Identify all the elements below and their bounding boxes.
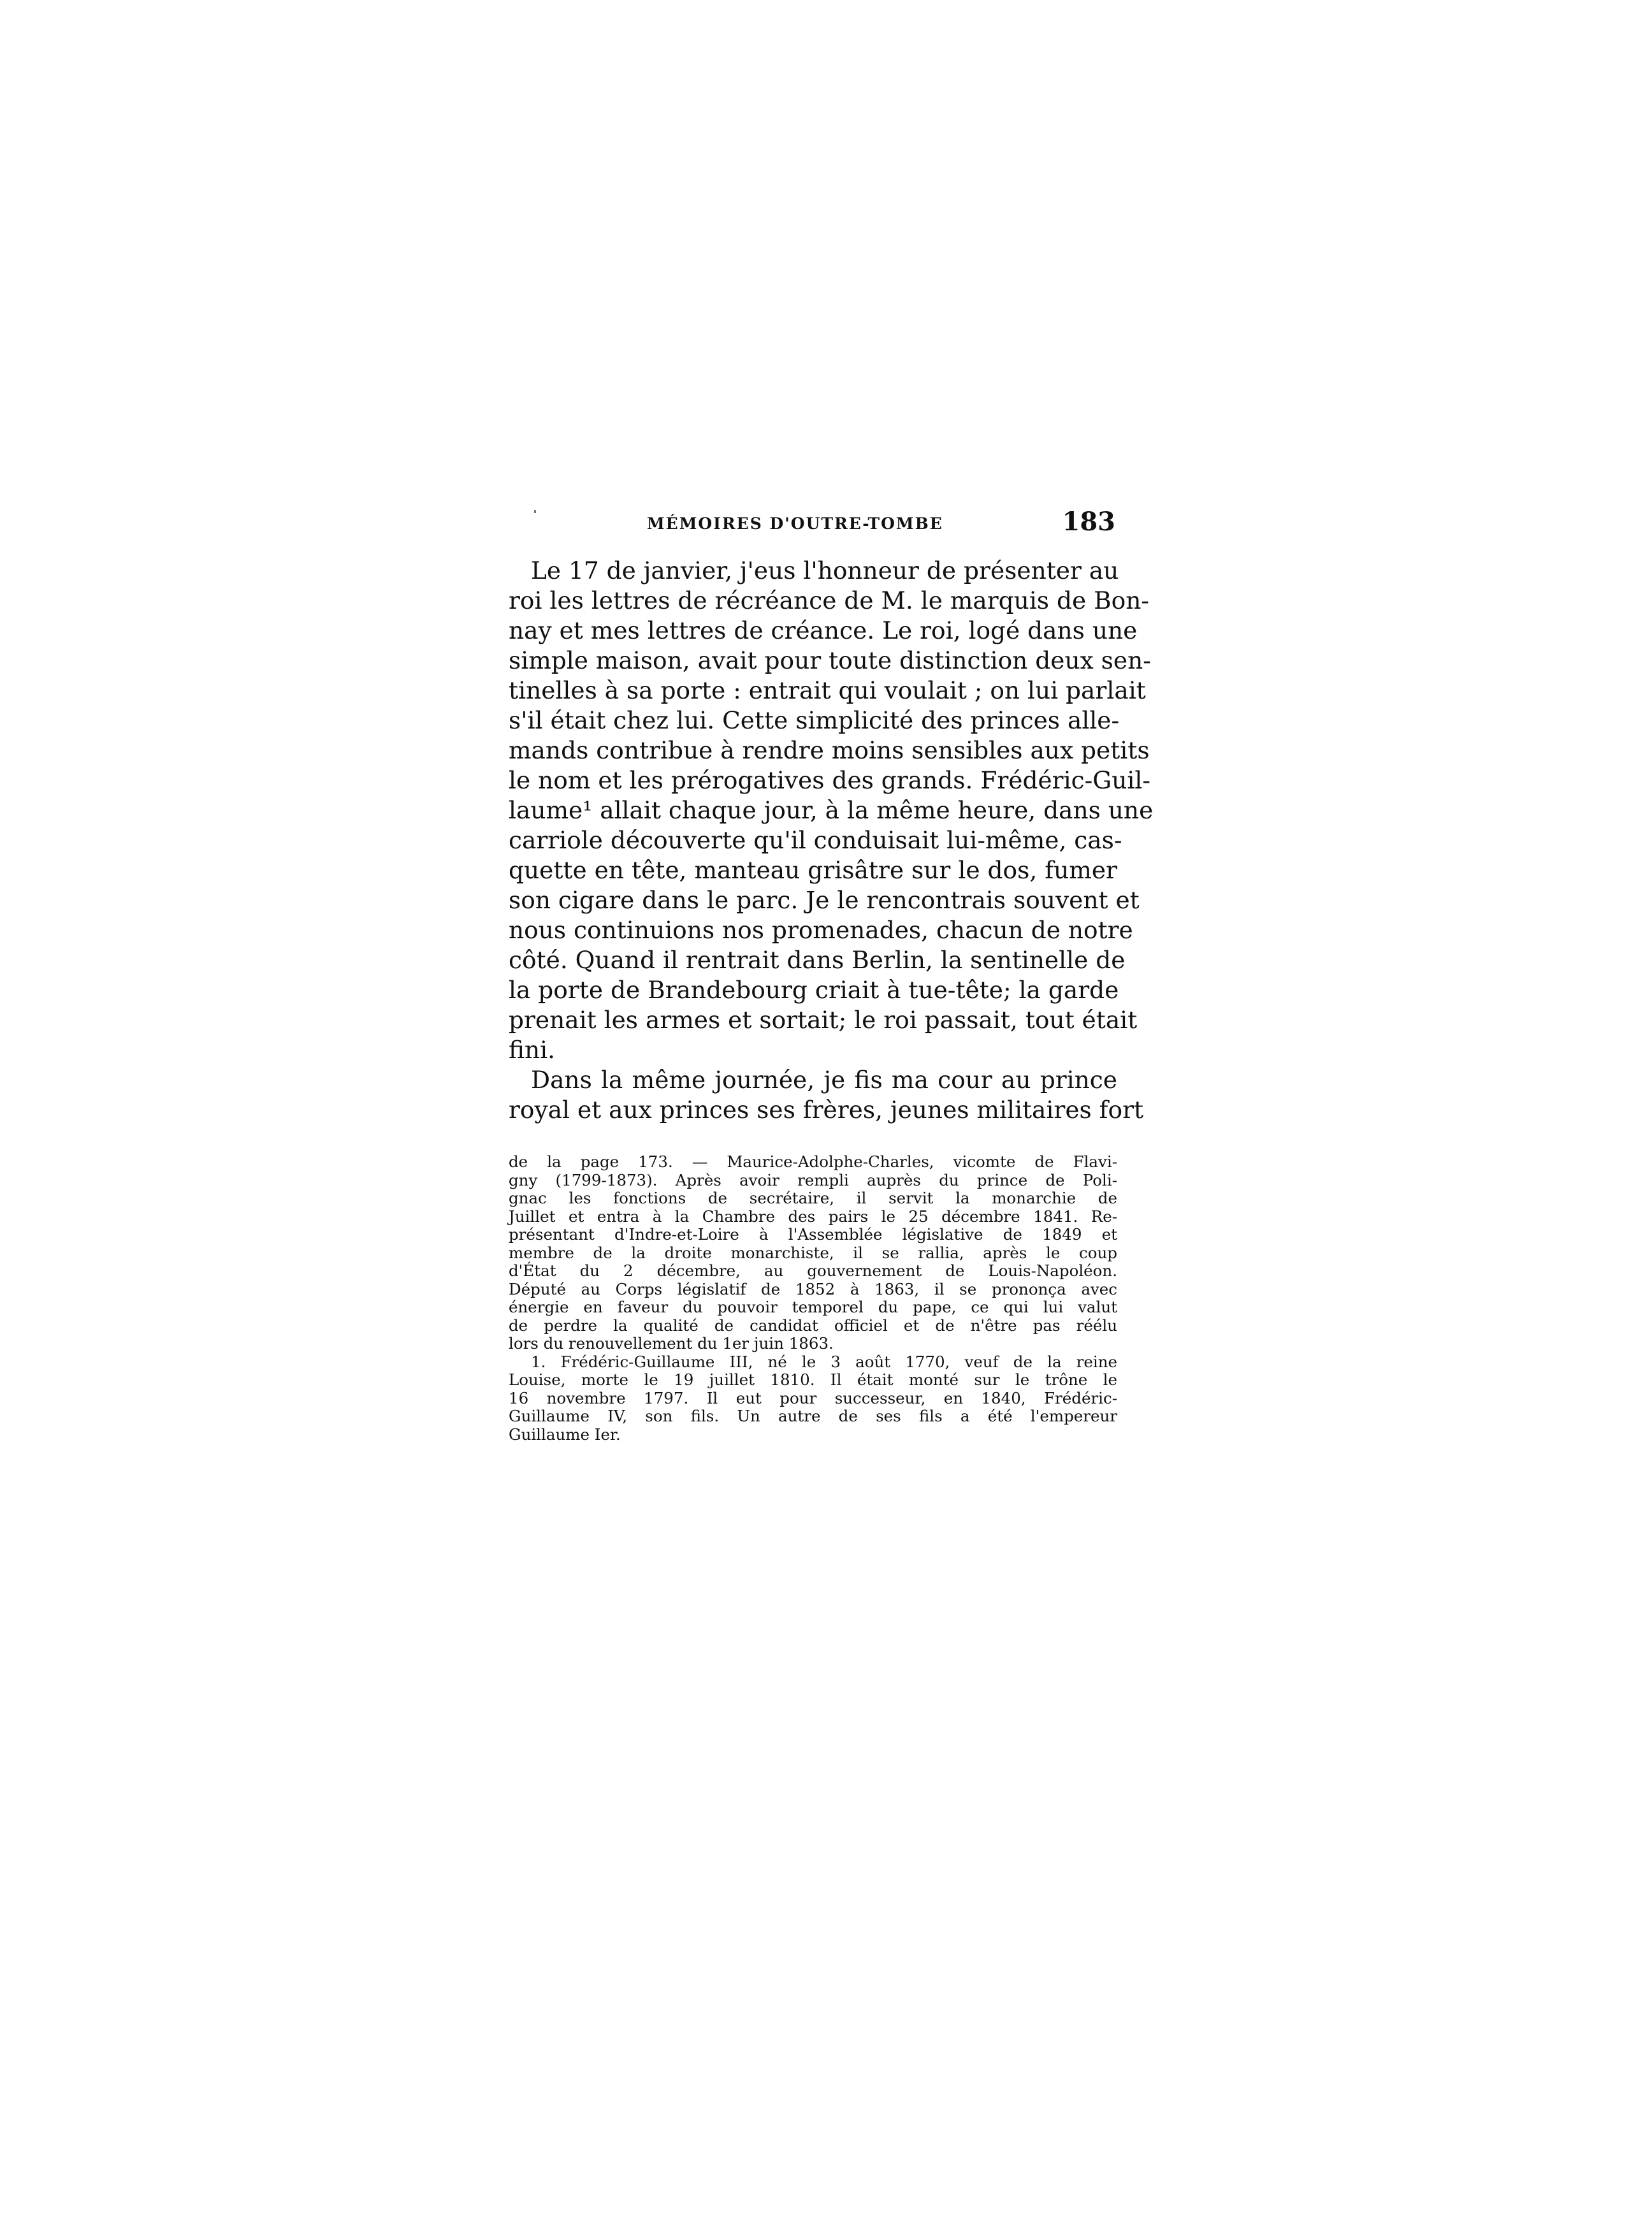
footnote-line: 1. Frédéric-Guillaume III, né le 3 août 1770, veuf de la reine [531, 1352, 1117, 1371]
footnote-line: membre de la droite monarchiste, il se rallia, après le coup [509, 1243, 1117, 1262]
text-line: la porte de Brandebourg criait à tue-tête; la garde [509, 976, 1119, 1004]
text-line: s'il était chez lui. Cette simplicité des princes alle- [509, 706, 1120, 734]
text-line: roi les lettres de récréance de M. le marquis de Bon- [509, 586, 1150, 614]
footnote-line: Louise, morte le 19 juillet 1810. Il était monté sur le trône le [509, 1370, 1117, 1389]
text-line: tinelles à sa porte : entrait qui voulait ; on lui parlait [509, 676, 1146, 704]
page-number: 183 [1062, 507, 1115, 537]
text-line: quette en tête, manteau grisâtre sur le dos, fumer [509, 856, 1117, 884]
main-text [509, 556, 1154, 1125]
text-line: Le 17 de janvier, j'eus l'honneur de présenter au [531, 556, 1119, 584]
footnote-line: Juillet et entra à la Chambre des pairs le 25 décembre 1841. Re- [509, 1207, 1117, 1226]
text-line: nous continuions nos promenades, chacun de notre [509, 916, 1133, 944]
text-line: nay et mes lettres de créance. Le roi, logé dans une [509, 616, 1138, 644]
footnote-line: présentant d'Indre-et-Loire à l'Assemblée législative de 1849 et [509, 1225, 1117, 1244]
text-line: laume¹ allait chaque jour, à la même heure, dans une [509, 796, 1154, 824]
page-header [510, 507, 1115, 545]
footnote-line: 16 novembre 1797. Il eut pour successeur, en 1840, Frédéric- [509, 1388, 1117, 1407]
footnote-line: Guillaume IV, son fils. Un autre de ses fils a été l'empereur [509, 1407, 1117, 1425]
footnote-line: de la page 173. — Maurice-Adolphe-Charles, vicomte de Flavi- [509, 1152, 1117, 1171]
text-line: carriole découverte qu'il conduisait lui-même, cas- [509, 826, 1122, 854]
text-line: mands contribue à rendre moins sensibles aux petits [509, 736, 1150, 764]
text-line: côté. Quand il rentrait dans Berlin, la sentinelle de [509, 946, 1126, 974]
footnote-line: Guillaume Ier. [509, 1425, 621, 1444]
footnote-line: d'État du 2 décembre, au gouvernement de Louis-Napoléon. [509, 1261, 1117, 1280]
footnote-line: de perdre la qualité de candidat officiel et de n'être pas réélu [509, 1316, 1117, 1335]
footnote-line: Député au Corps législatif de 1852 à 1863, il se prononça avec [509, 1279, 1117, 1298]
text-line: prenait les armes et sortait; le roi passait, tout était [509, 1006, 1138, 1034]
text-line: le nom et les prérogatives des grands. Frédéric-Guil- [509, 766, 1151, 794]
footnote-line: lors du renouvellement du 1er juin 1863. [509, 1334, 834, 1353]
running-title: MÉMOIRES D'OUTRE-TOMBE [647, 514, 943, 533]
text-line: fini. [509, 1036, 556, 1064]
text-line: simple maison, avait pour toute distinction deux sen- [509, 646, 1151, 674]
text-line: Dans la même journée, je fis ma cour au prince [531, 1066, 1117, 1094]
footnote-line: gny (1799-1873). Après avoir rempli auprès du prince de Poli- [509, 1170, 1117, 1189]
footnote-line: gnac les fonctions de secrétaire, il servit la monarchie de [509, 1189, 1117, 1207]
text-line: son cigare dans le parc. Je le rencontrais souvent et [509, 886, 1140, 914]
footnote-line: énergie en faveur du pouvoir temporel du pape, ce qui lui valut [509, 1298, 1117, 1316]
text-line: royal et aux princes ses frères, jeunes militaires fort [509, 1096, 1144, 1124]
footnotes [509, 1153, 1117, 1444]
